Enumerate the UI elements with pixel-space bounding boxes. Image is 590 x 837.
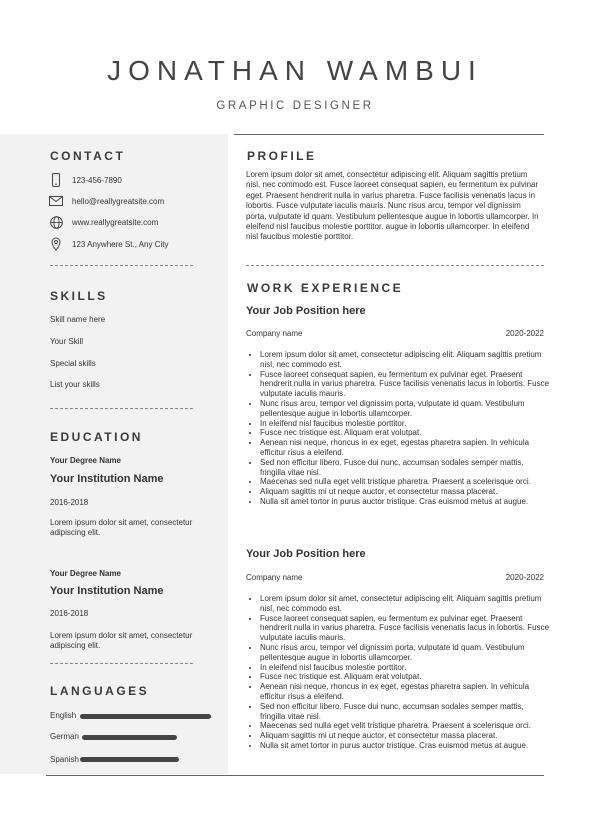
job-bullet: • Aenean nisi neque, rhoncus in ex eget, egestas pharetra sapien. In vehicula efficitur risus a eleifend. — [260, 438, 550, 458]
education-degree: Your Degree Name — [50, 569, 121, 578]
language-level-bar — [82, 735, 177, 740]
contact-divider — [50, 265, 193, 266]
job-bullet: • Maecenas sed nulla eget velit tristique pharetra. Praesent a scelerisque orci. — [260, 477, 550, 487]
contact-email[interactable] — [48, 193, 164, 209]
contact-website-text[interactable]: www.reallygreatsite.com — [72, 217, 159, 227]
contact-address-text: 123 Anywhere St., Any City — [72, 239, 169, 249]
skills-heading: SKILLS — [50, 289, 108, 303]
job-bullet: • Lorem ipsum dolor sit amet, consectetur adipiscing elit. Aliquam sagittis pretium nisl, nec commodo est. — [260, 350, 550, 370]
job-position: Your Job Position here — [246, 548, 366, 560]
job-bullet: • Sed non efficitur libero. Fusce dui nunc, accumsan sodales semper mattis, fringilla vitae nisl. — [260, 702, 550, 722]
work-heading: WORK EXPERIENCE — [247, 281, 404, 295]
job-dates: 2020-2022 — [505, 573, 544, 582]
skills-divider — [50, 408, 193, 409]
globe-icon — [48, 215, 64, 229]
education-degree: Your Degree Name — [50, 456, 121, 465]
job-bullet: • Aenean nisi neque, rhoncus in ex eget, egestas pharetra sapien. In vehicula efficitur risus a eleifend. — [260, 682, 550, 702]
contact-phone — [48, 172, 122, 188]
job-bullet: • Fusce laoreet consequat sapien, eu fermentum ex pulvinar eget. Praesent hendrerit nulla in varius pharetra. Fusce facilisis venenatis lacus in lobortis. Fusce vulputate iaculis mauris. — [260, 370, 550, 399]
skill-item: Your Skill — [50, 337, 84, 346]
job-bullet: • Fusce nec tristique est. Aliquam erat volutpat. — [260, 672, 550, 682]
job-position: Your Job Position here — [246, 305, 366, 317]
contact-email-text[interactable]: hello@reallygreatsite.com — [72, 196, 165, 206]
language-label: English — [50, 711, 77, 720]
education-heading: EDUCATION — [50, 430, 143, 444]
profile-divider — [246, 265, 544, 266]
language-level-bar — [80, 757, 179, 762]
resume-name: JONATHAN WAMBUI — [107, 55, 483, 86]
job-bullet: • Nulla sit amet tortor in purus auctor tristique. Cras euismod metus at augue. — [260, 741, 550, 751]
job-bullet: • Nunc risus arcu, tempor vel dignissim porta, vulputate id quam. Vestibulum pellentesque augue in lobortis ullamcorper. — [260, 399, 550, 419]
language-label: German — [50, 732, 79, 741]
language-level-bar — [80, 714, 211, 719]
skill-item: Skill name here — [50, 315, 106, 324]
job-bullet: • Fusce nec tristique est. Aliquam erat volutpat. — [260, 428, 550, 438]
profile-text: Lorem ipsum dolor sit amet, consectetur adipiscing elit. Aliquam sagittis pretium nisl, nec commodo est. Fusce laoreet consequat sapien, eu fermentum ex pulvinar eget. Praesent hendrerit nulla in varius pharetra. Fusce facilisis venenatis lacus in lobortis. Fusce vulputate iaculis mauris. Nunc risus arcu, tempor vel dignissim porta, vulputate id quam. Vestibulum pellentesque augue in lobortis ullamcorper. In eleifend nisl faucibus molestie porttitor. augue in lobortis ullamcorper. In eleifend nisl faucibus molestie porttitor. — [246, 170, 539, 242]
contact-phone-text: 123-456-7890 — [72, 175, 122, 185]
education-institution: Your Institution Name — [50, 473, 164, 485]
skill-item: Special skills — [50, 359, 96, 368]
job-bullet: • Lorem ipsum dolor sit amet, consectetur adipiscing elit. Aliquam sagittis pretium nisl, nec commodo est. — [260, 594, 550, 614]
languages-heading: LANGUAGES — [50, 684, 150, 698]
phone-icon — [48, 173, 64, 187]
education-description: Lorem ipsum dolor sit amet, consectetur adipiscing elit. — [50, 631, 193, 651]
job-bullet: • Aliquam sagittis mi ut neque auctor, et consectetur massa placerat. — [260, 487, 550, 497]
profile-heading: PROFILE — [247, 149, 317, 163]
resume-role: GRAPHIC DESIGNER — [216, 100, 374, 112]
bottom-divider — [46, 775, 544, 776]
job-company: Company name — [246, 573, 303, 582]
job-bullet: • Sed non efficitur libero. Fusce dui nunc, accumsan sodales semper mattis, fringilla vitae nisl. — [260, 458, 550, 478]
education-divider — [50, 663, 193, 664]
email-icon — [48, 194, 64, 208]
job-bullet: • Fusce laoreet consequat sapien, eu fermentum ex pulvinar eget. Praesent hendrerit nulla in varius pharetra. Fusce facilisis venenatis lacus in lobortis. Fusce vulputate iaculis mauris. — [260, 614, 550, 643]
contact-address — [48, 236, 169, 252]
top-divider — [234, 134, 544, 135]
education-description: Lorem ipsum dolor sit amet, consectetur adipiscing elit. — [50, 518, 193, 538]
language-label: Spanish — [50, 755, 79, 764]
contact-website[interactable] — [48, 214, 158, 230]
job-bullet: • Maecenas sed nulla eget velit tristique pharetra. Praesent a scelerisque orci. — [260, 721, 550, 731]
job-bullet: • Nulla sit amet tortor in purus auctor tristique. Cras euismod metus at augue. — [260, 497, 550, 507]
job-company: Company name — [246, 329, 303, 338]
job-bullet: • Nunc risus arcu, tempor vel dignissim porta, vulputate id quam. Vestibulum pellentesque augue in lobortis ullamcorper. — [260, 643, 550, 663]
education-years: 2016-2018 — [50, 609, 89, 618]
location-icon — [48, 237, 64, 251]
job-bullet: • In eleifend nisl faucibus molestie porttitor. — [260, 419, 550, 429]
education-years: 2016-2018 — [50, 498, 89, 507]
contact-heading: CONTACT — [50, 149, 126, 163]
education-institution: Your Institution Name — [50, 585, 164, 597]
job-bullet: • In eleifend nisl faucibus molestie porttitor. — [260, 663, 550, 673]
job-dates: 2020-2022 — [505, 329, 544, 338]
job-bullets — [250, 350, 550, 507]
skill-item: List your skills — [50, 380, 100, 389]
sidebar — [0, 134, 228, 774]
job-bullets — [250, 594, 550, 751]
job-bullet: • Aliquam sagittis mi ut neque auctor, et consectetur massa placerat. — [260, 731, 550, 741]
